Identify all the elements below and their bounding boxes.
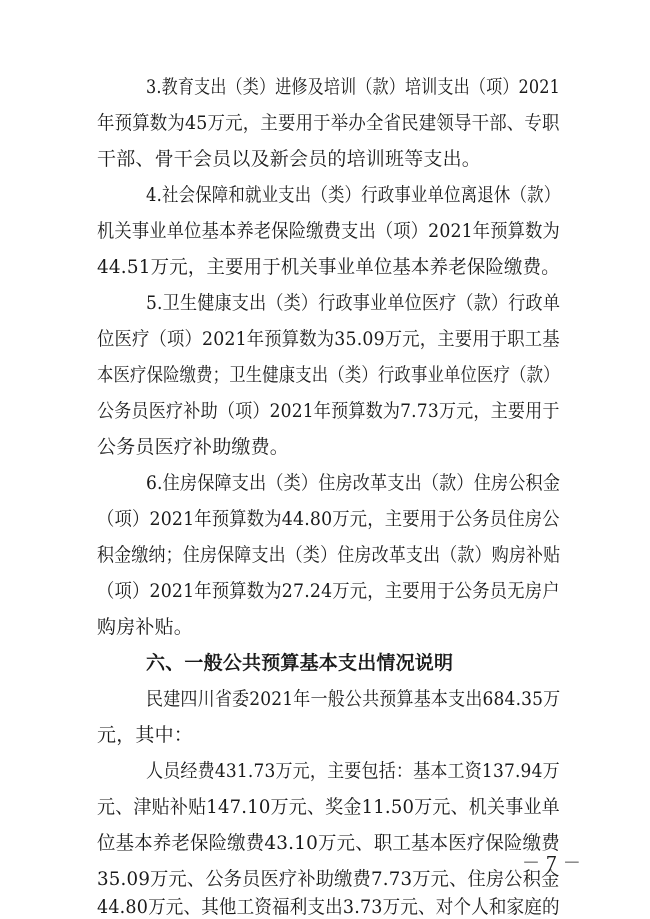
page-number: － 7 －	[522, 853, 581, 874]
text-line-4: 4.社会保障和就业支出（类）行政事业单位离退休（款）	[146, 184, 561, 206]
text-line-23: 35.09万元、公务员医疗补助缴费7.73万元、住房公积金	[97, 868, 560, 890]
text-line-14: 积金缴纳；住房保障支出（类）住房改革支出（款）购房补贴	[97, 544, 561, 566]
text-line-5: 机关事业单位基本养老保险缴费支出（项）2021年预算数为	[97, 220, 560, 242]
text-line-15: （项）2021年预算数为27.24万元，主要用于公务员无房户	[97, 580, 560, 602]
text-line-21: 元、津贴补贴147.10万元、奖金11.50万元、机关事业单	[97, 796, 560, 818]
text-line-12: 6.住房保障支出（类）住房改革支出（款）住房公积金	[146, 472, 561, 494]
text-line-11: 公务员医疗补助缴费。	[97, 436, 290, 458]
text-line-3: 干部、骨干会员以及新会员的培训班等支出。	[97, 148, 482, 170]
text-line-1: 3.教育支出（类）进修及培训（款）培训支出（项）2021	[146, 76, 561, 98]
text-line-7: 5.卫生健康支出（类）行政事业单位医疗（款）行政单	[146, 292, 561, 314]
text-line-6: 44.51万元，主要用于机关事业单位基本养老保险缴费。	[97, 256, 560, 278]
text-line-18: 民建四川省委2021年一般公共预算基本支出684.35万	[146, 688, 561, 710]
text-line-20: 人员经费431.73万元，主要包括：基本工资137.94万	[146, 760, 560, 782]
text-line-24: 44.80万元、其他工资福利支出3.73万元、对个人和家庭的	[97, 896, 560, 918]
text-line-13: （项）2021年预算数为44.80万元，主要用于公务员住房公	[97, 508, 560, 530]
text-line-19: 元，其中：	[97, 724, 194, 746]
text-line-2: 年预算数为45万元，主要用于举办全省民建领导干部、专职	[97, 112, 560, 134]
text-line-10: 公务员医疗补助（项）2021年预算数为7.73万元，主要用于	[97, 400, 560, 422]
section-heading: 六、一般公共预算基本支出情况说明	[146, 652, 454, 674]
text-line-9: 本医疗保险缴费；卫生健康支出（类）行政事业单位医疗（款）	[97, 364, 560, 386]
text-line-22: 位基本养老保险缴费43.10万元、职工基本医疗保险缴费	[97, 832, 560, 854]
text-line-8: 位医疗（项）2021年预算数为35.09万元，主要用于职工基	[97, 328, 560, 350]
text-line-16: 购房补贴。	[97, 616, 194, 638]
